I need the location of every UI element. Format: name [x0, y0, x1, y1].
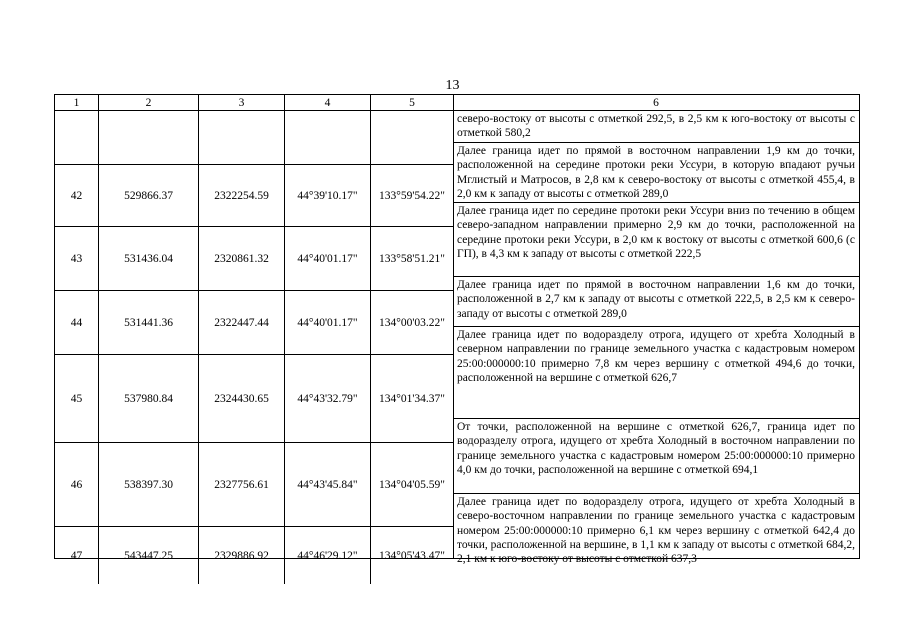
longitude-cell: 134°04'05.59" [371, 443, 453, 527]
descriptions-grid [453, 95, 859, 566]
coordinate-x-cell: 529866.37 [99, 165, 199, 227]
page-number: 13 [445, 78, 460, 93]
point-number-cell: 44 [55, 291, 99, 355]
latitude-cell [285, 111, 371, 165]
boundary-description-cell [453, 111, 859, 143]
longitude-cell [371, 111, 453, 165]
boundary-description-cell [453, 277, 859, 327]
point-number-cell: 43 [55, 227, 99, 291]
longitude-cell: 134°05'43.47" [379, 549, 445, 562]
coordinate-y-cell: 2324430.65 [199, 355, 285, 443]
boundary-description-text: От точки, расположенной на вершине с отметкой 626,7, граница идет по водоразделу отрога, идущего от хребта Холодный в восточном направлении по границе земельного участка с кадастровым номером 25:00:000000:10 примерно 4,0 км до точки, расположенной на вершине с отметкой 694,1 [457, 421, 855, 476]
coordinate-x-cell: 531441.36 [99, 291, 199, 355]
boundary-description-text: северо-востоку от высоты с отметкой 292,5, в 2,5 км к юго-востоку от высоты с отметкой 580,2 [457, 113, 855, 140]
column-header-6: 6 [453, 95, 859, 111]
column-header-3: 3 [199, 95, 285, 111]
boundary-description-cell [453, 419, 859, 494]
point-number-cell: 47 [55, 527, 99, 584]
coordinate-y-cell: 2322254.59 [199, 165, 285, 227]
longitude-cell: 134°00'03.22" [371, 291, 453, 355]
latitude-cell: 44°39'10.17" [285, 165, 371, 227]
column-header-1: 1 [55, 95, 99, 111]
coordinate-x-cell: 543447.25 [99, 527, 199, 584]
longitude-cell: 133°58'51.21" [371, 227, 453, 291]
latitude-cell: 44°43'45.84" [285, 443, 371, 527]
column-header-5: 5 [371, 95, 453, 111]
boundary-description-text: Далее граница идет по середине протоки реки Уссури вниз по течению в общем северо-западном направлении примерно 2,9 км до точки, расположенной на середине протоки реки Уссури, в 2,0 км к востоку от высоты с отметкой 600,6 (с ГП), в 4,3 км к западу от высоты с отметкой 222,5 [457, 205, 855, 260]
boundary-description-text: Далее граница идет по водоразделу отрога, идущего от хребта Холодный в северном направлении по границе земельного участка с кадастровым номером 25:00:000000:10 примерно 7,8 км через вершину с отметкой 494,6 до точки, расположенной на вершине с отметкой 626,7 [457, 329, 855, 384]
coordinate-x-cell: 531436.04 [99, 227, 199, 291]
coordinate-x-cell: 537980.84 [99, 355, 199, 443]
boundary-description-text: Далее граница идет по водоразделу отрога, идущего от хребта Холодный в северо-восточном направлении по границе земельного участка с кадастровым номером 25:00:000000:10 примерно 6,1 км через вершину с отметкой 642,4 до точки, расположенной на вершине, в 1,1 км к западу от высоты с отметкой 684,2, 2,1 км к юго-востоку от высоты с отметкой 637,3 [457, 496, 855, 566]
point-number-cell: 42 [55, 165, 99, 227]
latitude-cell: 44°40'01.17" [285, 227, 371, 291]
coordinate-y-cell [199, 111, 285, 165]
boundary-coordinates-table [54, 94, 860, 566]
boundary-description-cell [453, 494, 859, 600]
boundary-description-cell [453, 143, 859, 203]
longitude-cell: 133°59'54.22" [371, 165, 453, 227]
coordinate-y-cell: 2327756.61 [199, 443, 285, 527]
longitude-cell: 134°01'34.37" [371, 355, 453, 443]
column-header-2: 2 [99, 95, 199, 111]
coordinate-x-cell: 538397.30 [99, 443, 199, 527]
point-number-cell: 46 [55, 443, 99, 527]
boundary-description-cell [453, 203, 859, 277]
coordinates-grid [55, 95, 453, 562]
boundary-description-text: Далее граница идет по прямой в восточном направлении 1,6 км до точки, расположенной в 2,7 км к западу от высоты с отметкой 222,5, в 2,5 км к северо-западу от высоты с отметкой 289,0 [457, 279, 855, 320]
coordinate-y-cell: 2329886.92 [199, 527, 285, 584]
boundary-description-cell [453, 327, 859, 419]
coordinate-x-cell [99, 111, 199, 165]
point-number-cell: 45 [55, 355, 99, 443]
latitude-cell: 44°43'32.79" [285, 355, 371, 443]
point-number-cell [55, 111, 99, 165]
latitude-cell: 44°40'01.17" [285, 291, 371, 355]
coordinate-y-cell: 2320861.32 [199, 227, 285, 291]
boundary-description-text: Далее граница идет по прямой в восточном направлении 1,9 км до точки, расположенной на середине протоки реки Уссури, в которую впадают ручьи Мглистый и Матросов, в 2,8 км к северо-востоку от высоты с отметкой 455,4, в 2,0 км к западу от высоты с отметкой 289,0 [457, 145, 855, 200]
column-header-4: 4 [285, 95, 371, 111]
coordinate-y-cell: 2322447.44 [199, 291, 285, 355]
latitude-cell: 44°46'29.12" [285, 527, 371, 584]
